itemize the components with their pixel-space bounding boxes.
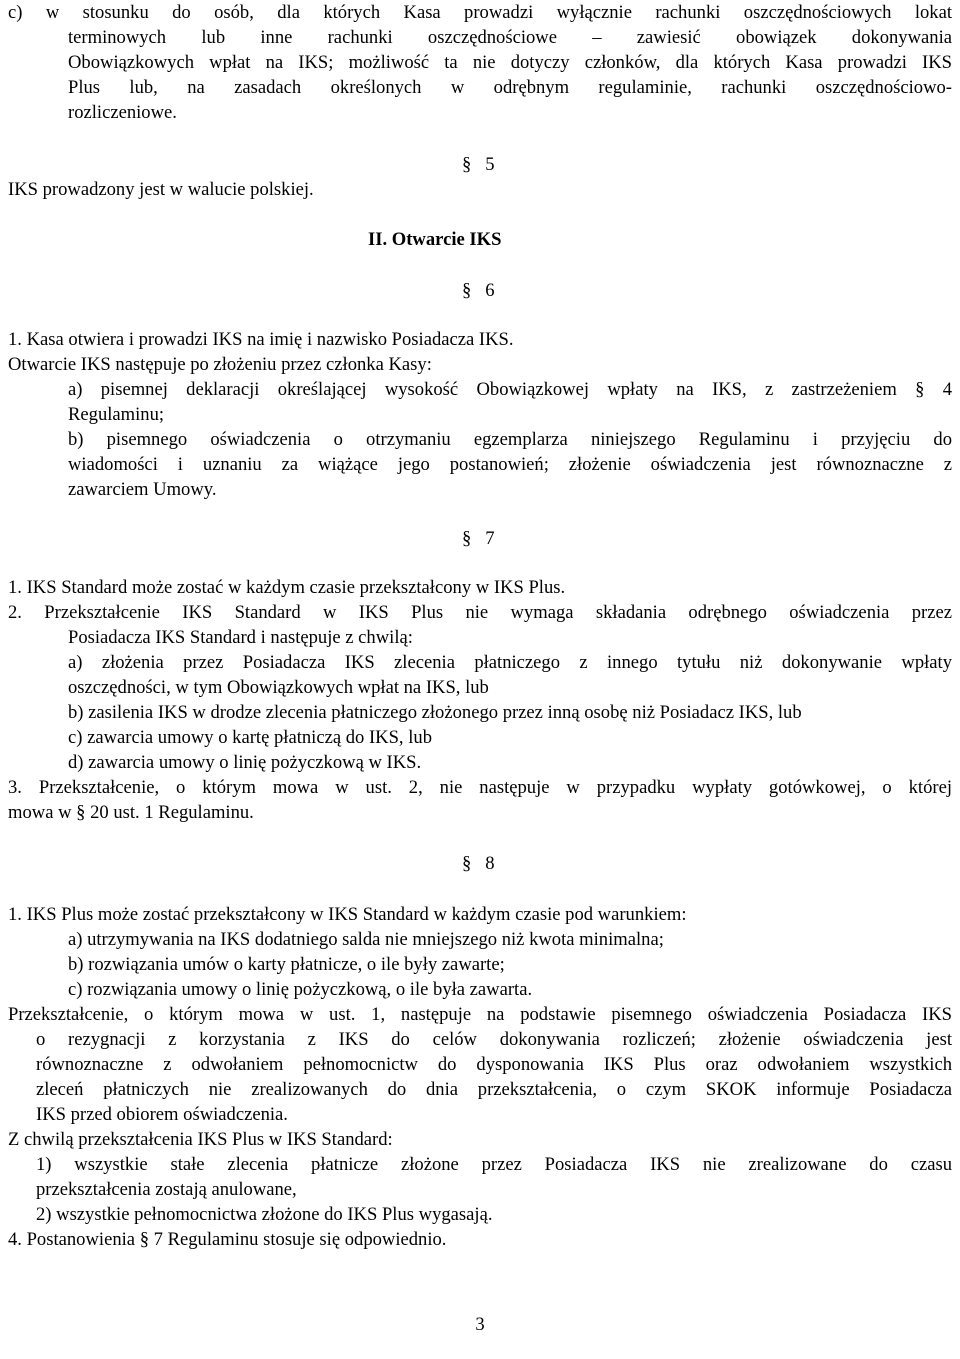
section-number: 5 bbox=[485, 154, 495, 175]
section-number: 7 bbox=[485, 528, 495, 549]
section-number: 6 bbox=[485, 280, 495, 301]
section-number: 8 bbox=[485, 853, 495, 874]
s6-line-3: a) pisemnej deklaracji określającej wysokość Obowiązkowej wpłaty na IKS, z zastrzeżeniem § 4 bbox=[68, 379, 952, 400]
section-6-heading bbox=[462, 278, 495, 303]
s8-line-11: 1) wszystkie stałe zlecenia płatnicze złożone przez Posiadacza IKS nie zrealizowane do czasu bbox=[36, 1154, 952, 1175]
s7-line-1: 1. IKS Standard może zostać w każdym czasie przekształcony w IKS Plus. bbox=[8, 577, 566, 598]
s6-line-1: 1. Kasa otwiera i prowadzi IKS na imię i nazwisko Posiadacza IKS. bbox=[8, 329, 514, 350]
intro-line-5: rozliczeniowe. bbox=[68, 102, 177, 123]
s8-line-10: Z chwilą przekształcenia IKS Plus w IKS Standard: bbox=[8, 1129, 393, 1150]
intro-line-3: Obowiązkowych wpłat na IKS; możliwość ta nie dotyczy członków, dla których Kasa prowadzi IKS bbox=[68, 52, 952, 73]
s8-line-13: 2) wszystkie pełnomocnictwa złożone do IKS Plus wygasają. bbox=[36, 1204, 493, 1225]
s7-line-9: 3. Przekształcenie, o którym mowa w ust. 2, nie następuje w przypadku wypłaty gotówkowej, o której bbox=[8, 777, 952, 798]
s8-line-6: o rezygnacji z korzystania z IKS do celów dokonywania rozliczeń; złożenie oświadczenia jest bbox=[36, 1029, 952, 1050]
chapter-title: II. Otwarcie IKS bbox=[368, 229, 502, 250]
section-5-heading bbox=[462, 152, 495, 177]
s6-line-5: b) pisemnego oświadczenia o otrzymaniu egzemplarza niniejszego Regulaminu i przyjęciu do bbox=[68, 429, 952, 450]
s6-line-6: wiadomości i uznaniu za wiążące jego postanowień; złożenie oświadczenia jest równoznaczne z bbox=[68, 454, 952, 475]
page-number: 3 bbox=[475, 1314, 485, 1335]
s7-line-7: c) zawarcia umowy o kartę płatniczą do IKS, lub bbox=[68, 727, 432, 748]
intro-line-1: c) w stosunku do osób, dla których Kasa prowadzi wyłącznie rachunki oszczędnościowych lokat bbox=[8, 2, 952, 23]
intro-line-2: terminowych lub inne rachunki oszczędnościowe – zawiesić obowiązek dokonywania bbox=[68, 27, 952, 48]
s6-line-2: Otwarcie IKS następuje po złożeniu przez członka Kasy: bbox=[8, 354, 432, 375]
s8-line-9: IKS przed obiorem oświadczenia. bbox=[36, 1104, 288, 1125]
section-7-heading bbox=[462, 526, 495, 551]
s8-line-8: zleceń płatniczych nie zrealizowanych do dnia przekształcenia, o czym SKOK informuje Posiadacza bbox=[36, 1079, 952, 1100]
intro-line-4: Plus lub, na zasadach określonych w odrębnym regulaminie, rachunki oszczędnościowo- bbox=[68, 77, 952, 98]
section-8-heading bbox=[462, 851, 495, 876]
s7-line-3: Posiadacza IKS Standard i następuje z chwilą: bbox=[68, 627, 413, 648]
section-symbol: § bbox=[462, 853, 472, 874]
s8-line-4: c) rozwiązania umowy o linię pożyczkową, o ile była zawarta. bbox=[68, 979, 533, 1000]
section-symbol: § bbox=[462, 528, 472, 549]
s7-line-6: b) zasilenia IKS w drodze zlecenia płatniczego złożonego przez inną osobę niż Posiadacz IKS, lub bbox=[68, 702, 802, 723]
s7-line-5: oszczędności, w tym Obowiązkowych wpłat na IKS, lub bbox=[68, 677, 489, 698]
s8-line-1: 1. IKS Plus może zostać przekształcony w IKS Standard w każdym czasie pod warunkiem: bbox=[8, 904, 687, 925]
s8-line-3: b) rozwiązania umów o karty płatnicze, o ile były zawarte; bbox=[68, 954, 505, 975]
currency-line: IKS prowadzony jest w walucie polskiej. bbox=[8, 179, 314, 200]
section-symbol: § bbox=[462, 280, 472, 301]
s7-line-4: a) złożenia przez Posiadacza IKS zlecenia płatniczego z innego tytułu niż dokonywanie wpłaty bbox=[68, 652, 952, 673]
s8-line-5: Przekształcenie, o którym mowa w ust. 1, następuje na podstawie pisemnego oświadczenia Posiadacza IKS bbox=[8, 1004, 952, 1025]
s8-line-2: a) utrzymywania na IKS dodatniego salda nie mniejszego niż kwota minimalna; bbox=[68, 929, 664, 950]
s7-line-8: d) zawarcia umowy o linię pożyczkową w IKS. bbox=[68, 752, 422, 773]
s7-line-10: mowa w § 20 ust. 1 Regulaminu. bbox=[8, 802, 254, 823]
s8-line-14: 4. Postanowienia § 7 Regulaminu stosuje się odpowiednio. bbox=[8, 1229, 447, 1250]
s7-line-2: 2. Przekształcenie IKS Standard w IKS Plus nie wymaga składania odrębnego oświadczenia przez bbox=[8, 602, 952, 623]
s8-line-7: równoznaczne z odwołaniem pełnomocnictw do dysponowania IKS Plus oraz odwołaniem wszystkich bbox=[36, 1054, 952, 1075]
s6-line-7: zawarciem Umowy. bbox=[68, 479, 217, 500]
s8-line-12: przekształcenia zostają anulowane, bbox=[36, 1179, 297, 1200]
section-symbol: § bbox=[462, 154, 472, 175]
s6-line-4: Regulaminu; bbox=[68, 404, 165, 425]
